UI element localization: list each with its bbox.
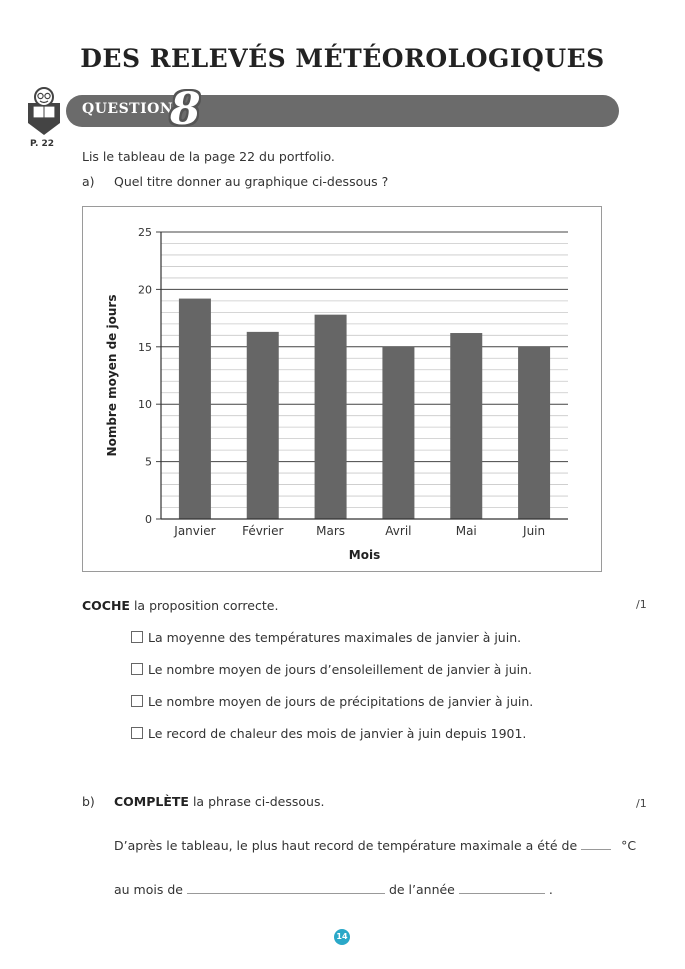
bar-mars bbox=[315, 315, 347, 519]
temperature-unit: °C bbox=[621, 838, 637, 853]
question-number: 8 bbox=[170, 84, 201, 135]
month-blank[interactable] bbox=[187, 892, 385, 894]
option-1[interactable] bbox=[131, 630, 521, 645]
instruction-b bbox=[114, 794, 324, 809]
option-1-label: La moyenne des températures maximales de janvier à juin. bbox=[148, 630, 522, 645]
x-tick-label: Mars bbox=[316, 524, 346, 538]
mascot-reader-icon bbox=[24, 85, 64, 137]
sentence-line-2 bbox=[114, 882, 553, 897]
score-a: /1 bbox=[636, 598, 647, 611]
sentence-line-1-text: D’après le tableau, le plus haut record de température maximale a été de bbox=[114, 838, 578, 853]
bar-mai bbox=[450, 333, 482, 519]
instruction-a-verb: COCHE bbox=[82, 598, 130, 613]
y-tick-label: 0 bbox=[145, 513, 152, 526]
option-3-checkbox[interactable] bbox=[131, 695, 143, 707]
option-1-checkbox[interactable] bbox=[131, 631, 143, 643]
instruction-a bbox=[82, 598, 278, 613]
instruction-b-verb: COMPLÈTE bbox=[114, 794, 189, 809]
page-number: 14 bbox=[334, 929, 350, 945]
option-4-checkbox[interactable] bbox=[131, 727, 143, 739]
x-tick-label: Avril bbox=[385, 524, 412, 538]
y-tick-label: 20 bbox=[138, 283, 152, 297]
y-tick-label: 15 bbox=[138, 340, 152, 354]
x-tick-label: Juin bbox=[523, 524, 546, 538]
x-tick-label: Mai bbox=[455, 524, 477, 538]
sentence-line-2-mid: de l’année bbox=[388, 882, 455, 897]
bar-avril bbox=[382, 347, 414, 519]
bar-chart bbox=[82, 206, 602, 572]
x-axis-label: Mois bbox=[348, 548, 381, 562]
sentence-line-2-end: . bbox=[548, 882, 553, 897]
page-title: DES RELEVÉS MÉTÉOROLOGIQUES bbox=[80, 44, 605, 73]
question-label: QUESTION bbox=[82, 101, 174, 117]
score-b: /1 bbox=[636, 797, 647, 810]
y-tick-label: 25 bbox=[138, 226, 152, 239]
temperature-blank[interactable] bbox=[581, 848, 611, 850]
option-2-checkbox[interactable] bbox=[131, 663, 143, 675]
bar-janvier bbox=[179, 299, 211, 519]
bar-février bbox=[247, 332, 279, 519]
option-2[interactable] bbox=[131, 662, 532, 677]
option-2-label: Le nombre moyen de jours d’ensoleillement de janvier à juin. bbox=[148, 662, 533, 677]
sentence-line-1 bbox=[114, 838, 636, 853]
intro-text: Lis le tableau de la page 22 du portfolio. bbox=[82, 149, 335, 164]
x-tick-label: Février bbox=[242, 524, 284, 538]
instruction-a-rest: la proposition correcte. bbox=[129, 598, 279, 613]
y-axis-label: Nombre moyen de jours bbox=[105, 294, 119, 457]
option-3-label: Le nombre moyen de jours de précipitations de janvier à juin. bbox=[148, 694, 534, 709]
bar-chart-svg bbox=[83, 207, 601, 571]
part-b-letter: b) bbox=[82, 794, 95, 809]
part-a-letter: a) bbox=[82, 174, 95, 189]
y-tick-label: 10 bbox=[138, 398, 152, 412]
part-a-prompt: Quel titre donner au graphique ci-dessous ? bbox=[114, 174, 389, 189]
sentence-line-2-start: au mois de bbox=[114, 882, 183, 897]
bar-juin bbox=[518, 347, 550, 519]
x-tick-label: Janvier bbox=[174, 524, 216, 538]
option-4-label: Le record de chaleur des mois de janvier à juin depuis 1901. bbox=[148, 726, 527, 741]
page-reference: P. 22 bbox=[30, 139, 55, 149]
y-tick-label: 5 bbox=[145, 455, 152, 469]
option-3[interactable] bbox=[131, 694, 533, 709]
year-blank[interactable] bbox=[459, 892, 545, 894]
option-4[interactable] bbox=[131, 726, 526, 741]
instruction-b-rest: la phrase ci-dessous. bbox=[188, 794, 325, 809]
